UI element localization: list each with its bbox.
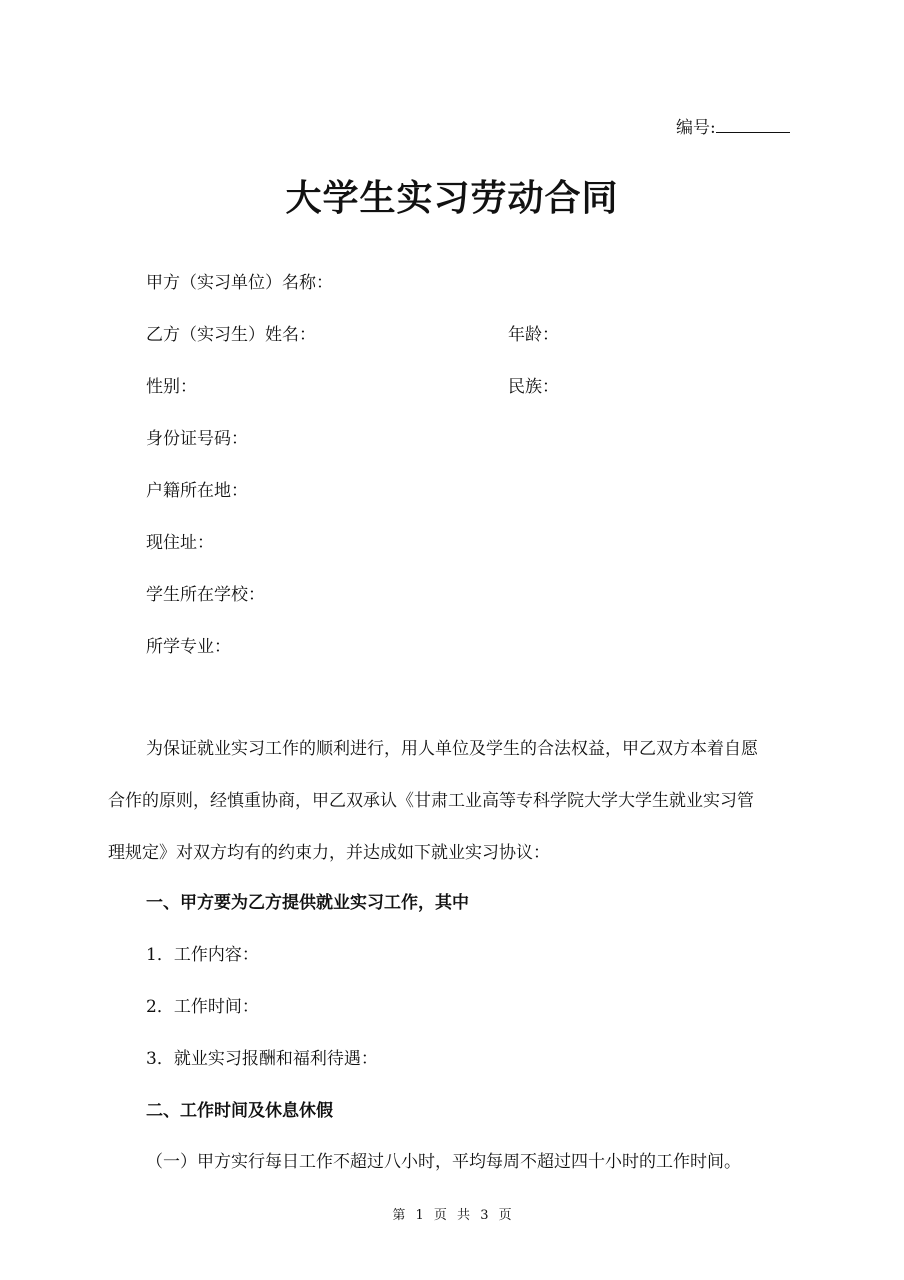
document-title: 大学生实习劳动合同 [285, 178, 619, 219]
intro-line-3: 理规定》对双方均有的约束力，并达成如下就业实习协议： [108, 843, 550, 863]
id-number-field: 身份证号码： [146, 429, 248, 449]
section-2-item-1: （一）甲方实行每日工作不超过八小时，平均每周不超过四十小时的工作时间。 [146, 1152, 741, 1172]
serial-number [676, 113, 790, 138]
intro-line-1: 为保证就业实习工作的顺利进行，用人单位及学生的合法权益，甲乙双方本着自愿 [146, 739, 758, 759]
address-field: 现住址： [146, 533, 214, 553]
school-field: 学生所在学校： [146, 585, 265, 605]
household-field: 户籍所在地： [146, 481, 248, 501]
page-footer: 第 1 页 共 3 页 [392, 1208, 512, 1223]
section-1-item-1: 1．工作内容： [146, 945, 259, 965]
section-1-item-3: 3．就业实习报酬和福利待遇： [146, 1049, 378, 1069]
major-field: 所学专业： [146, 637, 231, 657]
intro-line-2: 合作的原则，经慎重协商，甲乙双承认《甘肃工业高等专科学院大学大学生就业实习管 [108, 791, 754, 811]
serial-label: 编号: [676, 118, 716, 138]
section-2-heading: 二、工作时间及休息休假 [146, 1101, 333, 1121]
serial-blank-line [716, 116, 790, 133]
party-b-name-field: 乙方（实习生）姓名： [146, 325, 316, 345]
gender-field: 性别： [146, 377, 197, 397]
section-1-heading: 一、甲方要为乙方提供就业实习工作，其中 [146, 893, 469, 913]
ethnicity-field: 民族： [508, 377, 559, 397]
section-1-item-2: 2．工作时间： [146, 997, 259, 1017]
age-field: 年龄： [508, 325, 559, 345]
party-a-name-field: 甲方（实习单位）名称： [146, 273, 333, 293]
